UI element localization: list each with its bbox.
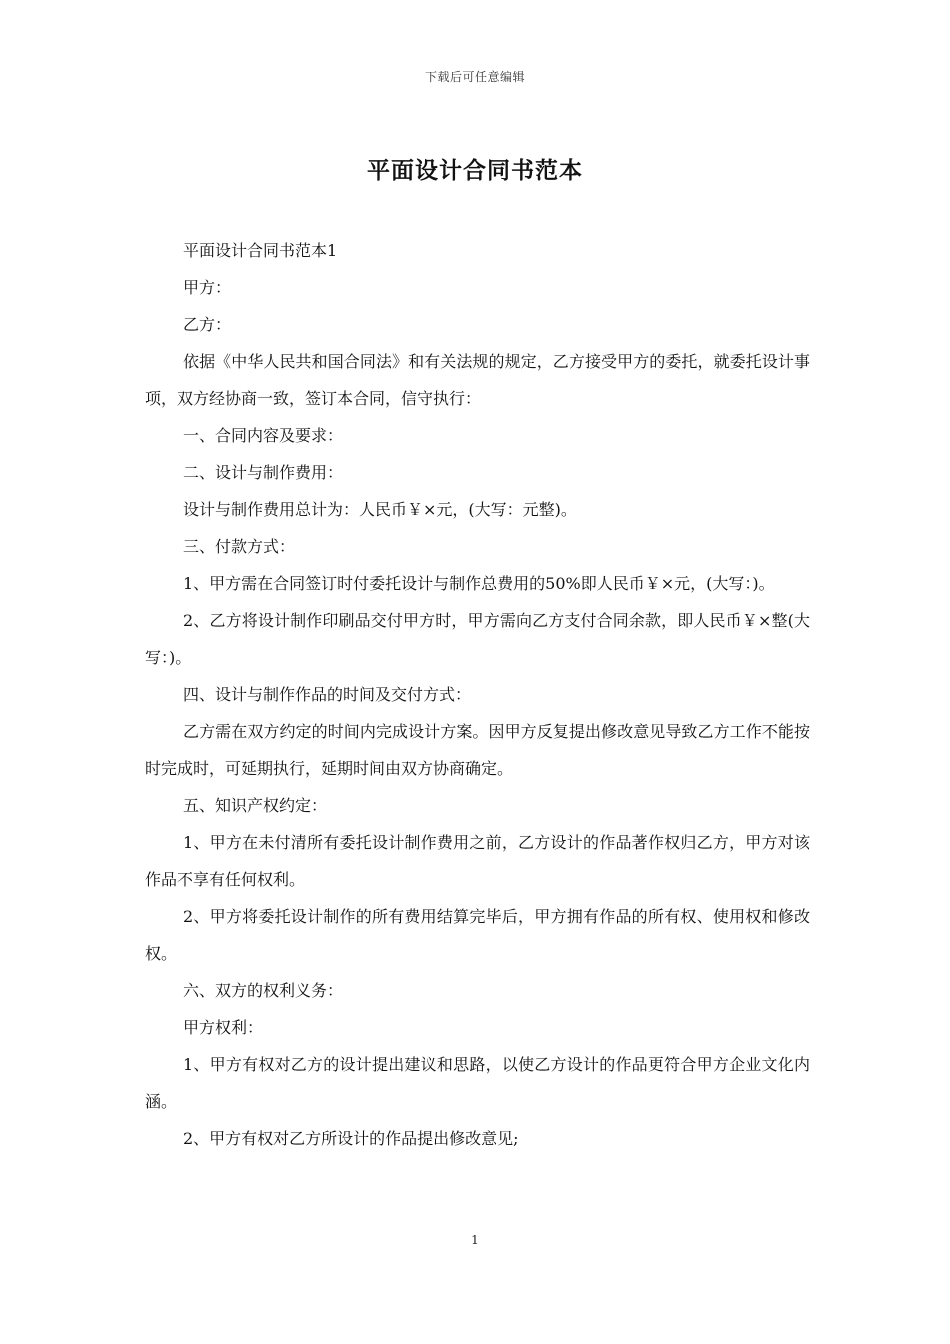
section-heading-1: 一、合同内容及要求： (183, 426, 344, 445)
page-number: 1 (471, 1233, 479, 1247)
section-heading-5: 五、知识产权约定： (183, 796, 328, 815)
section-heading-6: 六、双方的权利义务： (183, 981, 344, 1000)
paragraph-rights-2: 2、甲方有权对乙方所设计的作品提出修改意见; (183, 1129, 519, 1148)
document-body (145, 232, 810, 1157)
paragraph-fee-total: 设计与制作费用总计为：人民币￥×元，(大写：元整)。 (183, 500, 577, 519)
paragraph-delivery: 乙方需在双方约定的时间内完成设计方案。因甲方反复提出修改意见导致乙方工作不能按时完成时，可延期执行，延期时间由双方协商确定。 (145, 722, 810, 778)
paragraph-heading-1: 平面设计合同书范本1 (183, 241, 338, 260)
paragraph-payment-1: 1、甲方需在合同签订时付委托设计与制作总费用的50%即人民币￥×元，(大写：)。 (183, 574, 775, 593)
paragraph-payment-2: 2、乙方将设计制作印刷品交付甲方时，甲方需向乙方支付合同余款，即人民币￥×整(大写：)。 (145, 611, 810, 667)
paragraph-party-b: 乙方： (183, 315, 232, 334)
paragraph-ip-2: 2、甲方将委托设计制作的所有费用结算完毕后，甲方拥有作品的所有权、使用权和修改权。 (145, 907, 810, 963)
paragraph-preamble: 依据《中华人民共和国合同法》和有关法规的规定，乙方接受甲方的委托，就委托设计事项，双方经协商一致，签订本合同，信守执行： (145, 352, 810, 408)
paragraph-party-a: 甲方： (183, 278, 232, 297)
paragraph-ip-1: 1、甲方在未付清所有委托设计制作费用之前，乙方设计的作品著作权归乙方，甲方对该作品不享有任何权利。 (145, 833, 810, 889)
paragraph-rights-1: 1、甲方有权对乙方的设计提出建议和思路，以使乙方设计的作品更符合甲方企业文化内涵。 (145, 1055, 810, 1111)
section-heading-3: 三、付款方式： (183, 537, 296, 556)
paragraph-party-a-rights: 甲方权利： (183, 1018, 264, 1037)
header-note: 下载后可任意编辑 (424, 70, 525, 84)
document-title: 平面设计合同书范本 (367, 157, 583, 184)
section-heading-2: 二、设计与制作费用： (183, 463, 344, 482)
section-heading-4: 四、设计与制作作品的时间及交付方式： (183, 685, 472, 704)
